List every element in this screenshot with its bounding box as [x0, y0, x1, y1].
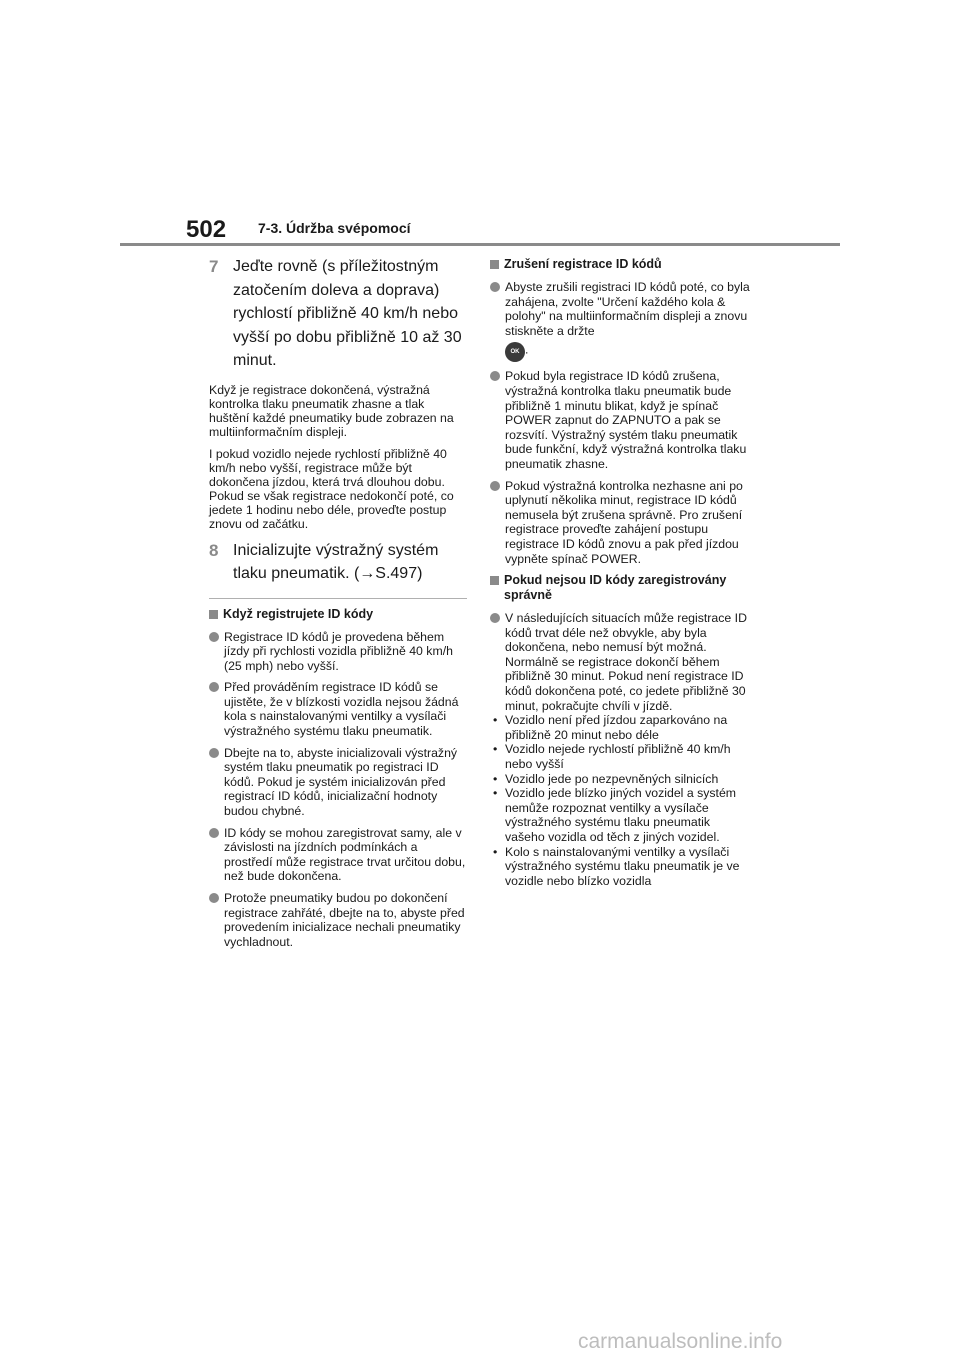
square-bullet-icon [490, 260, 499, 269]
paragraph-long-drive: I pokud vozidlo nejede rychlostí přibližně 40 km/h nebo vyšší, registrace může být dokončena jízdou, která trvá dlouhou dobu. Pokud se však registrace nedokončí poté, co jedete 1 hodinu nebo déle, proveďte postup znovu od začátku. [209, 446, 454, 531]
list-item-text: Protože pneumatiky budou po dokončení registrace zahřáté, dbejte na to, abyste před provedením inicializace nechali pneumatiky vychladnout. [224, 891, 465, 949]
sub-heading-text: Zrušení registrace ID kódů [504, 257, 662, 271]
situations-list [493, 713, 752, 888]
situation-item [493, 844, 752, 889]
step-text: Jeďte rovně (s příležitostným zatočením doleva a doprava) rychlostí přibližně 40 km/h nebo vyšší po dobu přibližně 10 až 30 minut. [233, 258, 462, 369]
section-divider [209, 598, 467, 599]
circle-bullet-icon [209, 893, 219, 903]
left-column [209, 255, 467, 956]
list-item-text: V následujících situacích může registrace ID kódů trvat déle než obvykle, aby byla dokončena, nebo nemusí být možná. Normálně se registrace dokončí během přibližně 30 minut. Pokud není registrace ID kódů dokončena poté, co jedete přibližně 30 minut, pokračujte chvíli v jízdě. [505, 611, 747, 713]
list-item [209, 630, 467, 674]
dot-icon: • [493, 713, 498, 728]
ok-button-icon: OK [505, 342, 525, 362]
situation-item [493, 786, 752, 844]
list-item-text: ID kódy se mohou zaregistrovat samy, ale v závislosti na jízdních podmínkách a prostředí může registrace trvat určitou dobu, než bude dokončena. [224, 825, 466, 884]
list-item [490, 611, 752, 713]
circle-bullet-icon [490, 371, 500, 381]
circle-bullet-icon [490, 481, 500, 491]
page-header [186, 212, 846, 252]
circle-bullet-icon [209, 828, 219, 838]
step-text: Inicializujte výstražný systém tlaku pneumatik. (→S.497) [233, 541, 439, 582]
situation-text: Kolo s nainstalovanými ventilky a vysílači výstražného systému tlaku pneumatik je ve vozidle nebo blízko vozidla [505, 844, 740, 888]
list-item [209, 826, 467, 884]
sub-heading-cancel [490, 257, 752, 272]
paragraph-registration-complete: Když je registrace dokončená, výstražná kontrolka tlaku pneumatik zhasne a tlak huštění každé pneumatiky bude zobrazen na multiinformačním displeji. [209, 382, 454, 439]
list-item [490, 369, 752, 471]
situation-text: Vozidlo nejede rychlostí přibližně 40 km/h nebo vyšší [505, 742, 731, 772]
dot-icon: • [493, 844, 498, 859]
sub-heading-text: Pokud nejsou ID kódy zaregistrovány správně [504, 573, 727, 603]
list-item-text: Dbejte na to, abyste inicializovali výstražný systém tlaku pneumatik po registraci ID kódů. Pokud je systém inicializován před registrací ID kódů, inicializační hodnoty budou chybné. [224, 745, 458, 819]
list-item-text: Registrace ID kódů je provedena během jízdy při rychlosti vozidla přibližně 40 km/h (25 mph) nebo vyšší. [224, 629, 453, 673]
dot-icon: • [493, 786, 498, 801]
section-title: 7-3. Údržba svépomocí [258, 220, 411, 236]
list-item-text-end: . [525, 342, 529, 357]
step-7 [209, 255, 467, 373]
list-item [209, 891, 467, 949]
step-number: 8 [209, 540, 219, 560]
dot-icon: • [493, 742, 498, 757]
list-item [209, 680, 467, 738]
circle-bullet-icon [490, 282, 500, 292]
situation-item [493, 713, 752, 742]
circle-bullet-icon [209, 748, 219, 758]
circle-bullet-icon [209, 682, 219, 692]
list-item-text-main: Abyste zrušili registraci ID kódů poté, co byla zahájena, zvolte "Určení každého kola & polohy" na multiinformačním displeji a znovu stiskněte a držte [505, 280, 750, 338]
list-item [490, 479, 752, 567]
situation-item [493, 771, 752, 787]
circle-bullet-icon [209, 632, 219, 642]
sub-heading-registering [209, 607, 467, 622]
sub-heading-text: Když registrujete ID kódy [223, 606, 374, 621]
page-number: 502 [186, 216, 227, 243]
list-item-text [505, 280, 752, 362]
list-item [209, 746, 467, 819]
sub-heading-not-registered [490, 573, 752, 603]
watermark: carmanualsonline.info [578, 1330, 783, 1353]
header-rule [120, 243, 840, 246]
list-item-text: Před prováděním registrace ID kódů se ujistěte, že v blízkosti vozidla nejsou žádná kola s nainstalovanými ventilky a vysílači výstražného systému tlaku pneumatik. [224, 680, 459, 739]
situation-text: Vozidlo jede blízko jiných vozidel a systém nemůže rozpoznat ventilky a vysílače výstražného systému tlaku pneumatik vašeho vozidla od těch z jiných vozidel. [505, 786, 737, 844]
square-bullet-icon [490, 576, 499, 585]
step-8 [209, 539, 467, 586]
square-bullet-icon [209, 610, 218, 619]
situation-text: Vozidlo není před jízdou zaparkováno na přibližně 20 minut nebo déle [505, 713, 728, 742]
right-column [490, 255, 752, 888]
list-item-text: Pokud byla registrace ID kódů zrušena, výstražná kontrolka tlaku pneumatik bude přibližně 1 minutu blikat, když je spínač POWER zapnut do ZAPNUTO a pak se rozsvítí. Výstražný systém tlaku pneumatik bude funkční, když výstražná kontrolka tlaku pneumatik zhasne. [505, 369, 747, 471]
situation-item [493, 742, 752, 772]
list-item-text: Pokud výstražná kontrolka nezhasne ani po uplynutí několika minut, registrace ID kódů nemusela být zrušena správně. Pro zrušení registrace proveďte zahájení postupu registrace ID kódů znovu a pak před jízdou vypněte spínač POWER. [505, 478, 743, 566]
step-number: 7 [209, 257, 219, 276]
dot-icon: • [493, 771, 498, 786]
situation-text: Vozidlo jede po nezpevněných silnicích [505, 771, 719, 786]
circle-bullet-icon [490, 613, 500, 623]
list-item [490, 280, 752, 362]
